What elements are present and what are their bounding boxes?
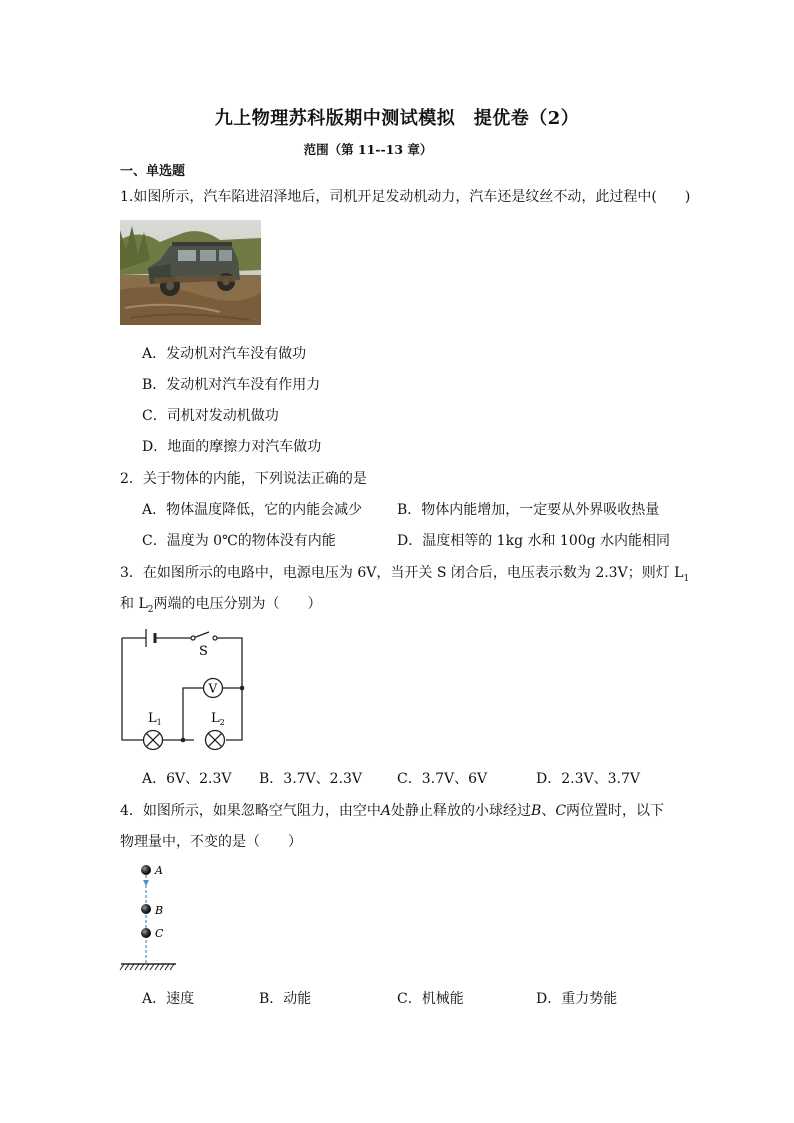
q2-option-d: D．温度相等的 1kg 水和 100g 水内能相同 — [397, 533, 671, 549]
falling-ball-diagram — [118, 860, 180, 975]
q1-option-d: D．地面的摩擦力对汽车做功 — [142, 439, 322, 455]
question-4-stem-line2: 物理量中，不变的是（ ） — [120, 834, 302, 850]
ball-position-b — [141, 904, 151, 914]
q4-option-c: C．机械能 — [397, 991, 464, 1007]
q2-option-c: C．温度为 0℃的物体没有内能 — [142, 533, 336, 549]
q3-option-a: A．6V、2.3V — [142, 771, 232, 787]
q1-option-c: C．司机对发动机做功 — [142, 408, 279, 424]
q2-option-b: B．物体内能增加，一定要从外界吸收热量 — [397, 502, 660, 518]
ball-position-c — [141, 928, 151, 938]
q3-option-b: B．3.7V、2.3V — [259, 771, 363, 787]
q3-option-c: C．3.7V、6V — [397, 771, 488, 787]
q2-option-a: A．物体温度降低，它的内能会减少 — [142, 502, 363, 518]
switch-label: S — [199, 644, 208, 659]
question-1-stem: 1.如图所示，汽车陷进沼泽地后，司机开足发动机动力，汽车还是纹丝不动，此过程中( ) — [120, 189, 691, 205]
svg-text:C: C — [155, 927, 164, 940]
svg-text:B: B — [155, 904, 164, 917]
lamp2-label: $L_2$ — [211, 711, 225, 727]
section-heading: 一、单选题 — [120, 164, 186, 179]
q1-option-b: B．发动机对汽车没有作用力 — [142, 377, 321, 393]
q4-option-b: B．动能 — [259, 991, 312, 1007]
muddy-car-photo — [120, 220, 261, 325]
question-2-stem: 2．关于物体的内能，下列说法正确的是 — [120, 471, 367, 487]
question-3-stem-line2: 和 $L_2$两端的电压分别为（ ） — [120, 596, 322, 615]
ball-position-a — [141, 865, 151, 875]
q3-option-d: D．2.3V、3.7V — [536, 771, 640, 787]
lamp1-label: $L_1$ — [148, 711, 162, 727]
svg-text:A: A — [155, 864, 163, 877]
voltmeter-label: V — [208, 681, 218, 696]
q4-option-d: D．重力势能 — [536, 991, 618, 1007]
question-4-stem-line1: 4．如图所示，如果忽略空气阻力，由空中A处静止释放的小球经过B、C两位置时，以下 — [120, 803, 665, 819]
question-3-stem-line1: 3．在如图所示的电路中，电源电压为 6V，当开关 S 闭合后，电压表示数为 2.3V；则灯 $L_1$ — [120, 565, 690, 584]
chapter-range: 范围（第 11--13 章） — [303, 142, 433, 157]
q4-option-a: A．速度 — [142, 991, 195, 1007]
q1-option-a: A．发动机对汽车没有做功 — [142, 346, 307, 362]
page-title: 九上物理苏科版期中测试模拟 提优卷（2） — [214, 108, 580, 129]
circuit-diagram — [115, 625, 255, 755]
